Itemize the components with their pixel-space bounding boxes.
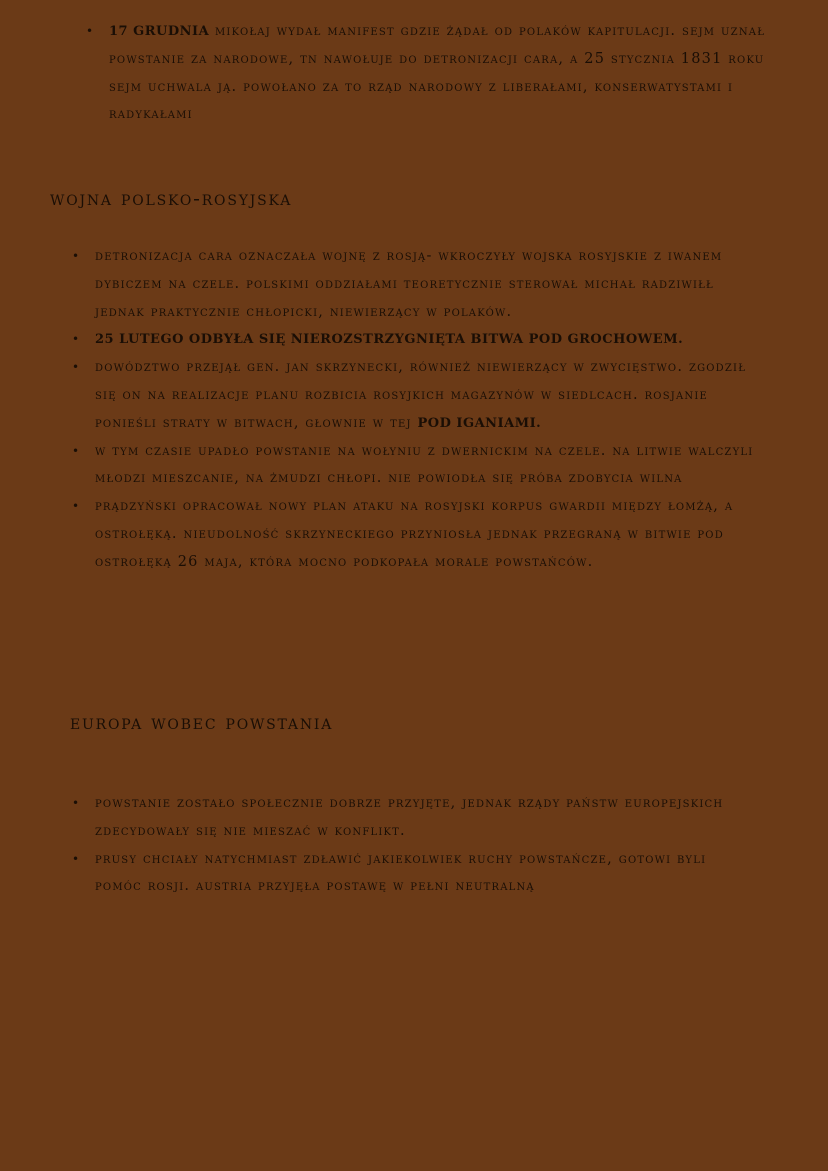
bullet-icon: • [72,796,81,810]
item-text: powstanie zostało społecznie dobrze przyjęte, jednak rządy państw europejskich zdecydowały się nie mieszać w konflikt. [95,795,724,839]
item-text: dowództwo przejął gen. jan skrzynecki, również niewierzący w zwycięstwo. zgodził się on na realizacje planu rozbicia rosyjkich magazynów w siedlcach. rosjanie ponieśli straty w bitwach, głownie w tej [95,359,747,431]
list-item [72,354,755,437]
bullet-icon: • [86,24,95,38]
war-list [72,243,755,577]
item-bold-text: POD IGANIAMI. [417,415,542,431]
bullet-icon: • [72,360,81,375]
item-bold-text: 25 LUTEGO ODBYŁA SIĘ NIEROZSTRZYGNIĘTA BITWA POD GROCHOWEM. [95,332,684,348]
item-text: mikołaj wydał manifest gdzie żądał od polaków kapitulacji. sejm uznał powstanie za narodowe, tn nawołuje do detronizacji cara, a 25 stycznia 1831 roku sejm uchwala ją. powołano za to rząd narodowy z liberałami, konserwatystami i radykałami [109,23,766,123]
bullet-icon: • [72,249,81,263]
bullet-icon: • [72,499,81,514]
list-item [72,438,755,494]
bold-date: 17 GRUDNIA [109,24,210,39]
section-heading-europe: europa wobec powstania [70,710,334,734]
list-item [72,243,755,326]
list-item [72,846,755,902]
list-item [72,790,755,846]
bullet-icon: • [72,851,81,866]
item-text: detronizacja cara oznaczała wojnę z rosją- wkroczyły wojska rosyjskie z iwanem dybiczem na czele. polskimi oddziałami teoretycznie sterował michał radziwiłł jednak praktycznie chłopicki, niewierzący w polaków. [95,248,723,320]
section-heading-war: wojna polsko-rosyjska [50,186,293,210]
intro-list [86,18,789,129]
list-item [72,493,755,576]
bullet-icon: • [72,332,81,347]
bullet-icon: • [72,443,81,458]
item-text: w tym czasie upadło powstanie na wołyniu z dwernickim na czele. na litwie walczyli młodzi mieszcanie, na żmudzi chłopi. nie powiodła się próba zdobycia wilna [95,442,754,487]
item-text: prusy chciały natychmiast zdławić jakiekolwiek ruchy powstańcze, gotowi byli pomóc rosji. austria przyjęła postawę w pełni neutralną [95,850,707,895]
item-text: prądzyński opracował nowy plan ataku na rosyjski korpus gwardii między łomżą, a ostrołęką. nieudolność skrzyneckiego przyniosła jednak przegraną w bitwie pod ostrołęką 26 maja, która mocno podkopała morale powstańców. [95,498,734,570]
list-item [72,326,755,354]
list-item [86,18,789,129]
europe-list [72,790,755,901]
